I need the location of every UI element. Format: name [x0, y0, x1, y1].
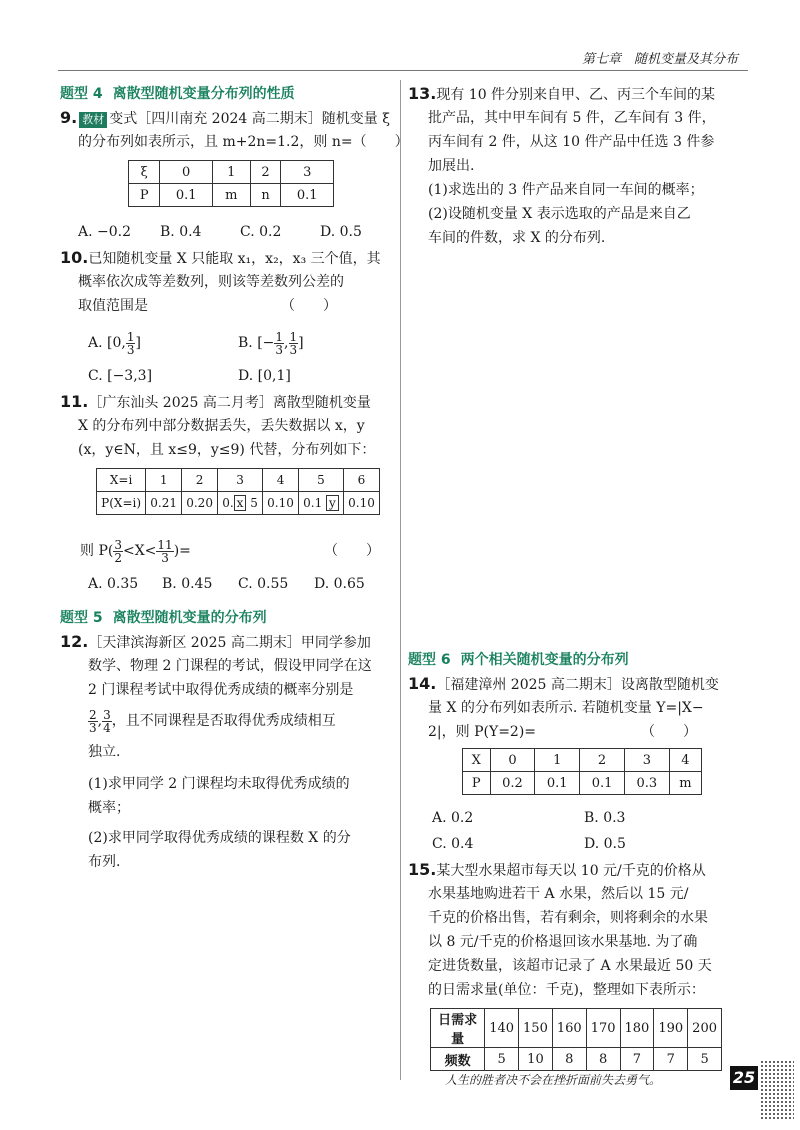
q13-line3: 丙车间有 2 件，从这 10 件产品中任选 3 件参	[428, 134, 715, 150]
section-4-heading: 题型 4 离散型随机变量分布列的性质	[60, 86, 295, 102]
q9-distribution-table: ξ 0 1 2 3 P 0.1 m n 0.1	[128, 160, 334, 207]
q9-option-c: C. 0.2	[240, 224, 282, 240]
section-5-heading: 题型 5 离散型随机变量的分布列	[60, 610, 267, 626]
q12-line2: 数学、物理 2 门课程的考试，假设甲同学在这	[88, 658, 372, 674]
header-rule	[58, 70, 748, 71]
chapter-header: 第七章 随机变量及其分布	[581, 52, 738, 67]
q13-line6: (2)设随机变量 X 表示选取的产品是来自乙	[428, 206, 691, 222]
q10-option-a: A. [0, $\frac{1}{3}$ ]	[88, 329, 141, 357]
q12-line6: (1)求甲同学 2 门课程均未取得优秀成绩的	[88, 776, 350, 792]
q12-line1: 12.［天津滨海新区 2025 高二期末］甲同学参加	[60, 632, 371, 651]
q13-line5: (1)求选出的 3 件产品来自同一车间的概率；	[428, 182, 704, 198]
page-number: 25	[730, 1066, 758, 1090]
q14-option-d: D. 0.5	[584, 836, 626, 852]
q10-option-b: B. [− $\frac{1}{3}$ , $\frac{1}{3}$ ]	[238, 329, 304, 357]
q11-ask: 则 P( $\frac{3}{2}$ <X< $\frac{11}{3}$ )= （ ）	[80, 537, 380, 565]
q10-line2: 概率依次成等差数列，则该等差数列公差的	[78, 274, 344, 290]
q11-line2: X 的分布列中部分数据丢失，丢失数据以 x，y	[78, 418, 365, 434]
q11-line1: 11.［广东汕头 2025 高二月考］离散型随机变量	[60, 392, 371, 411]
dot-pattern-decoration	[760, 1060, 794, 1120]
q15-demand-table: 日需求量 140 150 160 170 180 190 200 频数 5 10 8 8 7 7 5	[430, 1008, 722, 1071]
q11-option-c: C. 0.55	[238, 576, 289, 592]
q15-line4: 以 8 元/千克的价格退回该水果基地. 为了确	[428, 934, 698, 950]
q12-line5: 独立.	[88, 744, 121, 760]
missing-x-box: x	[234, 495, 247, 511]
q10-line3: 取值范围是 （ ）	[78, 298, 337, 314]
q11-line3: (x，y∈N，且 x≤9，y≤9) 代替，分布列如下：	[78, 442, 376, 458]
q11-option-d: D. 0.65	[314, 576, 365, 592]
q14-line1: 14.［福建漳州 2025 高二期末］设离散型随机变	[408, 674, 719, 693]
q12-line9: 布列.	[88, 854, 121, 870]
q12-line3: 2 门课程考试中取得优秀成绩的概率分别是	[88, 682, 354, 698]
q14-option-a: A. 0.2	[432, 810, 474, 826]
missing-y-box: y	[326, 495, 339, 511]
q14-line3: 2|，则 P(Y=2)= （ ）	[428, 724, 698, 740]
q12-line7: 概率；	[88, 800, 130, 816]
q10-option-d: D. [0,1]	[238, 368, 291, 384]
q13-line4: 加展出.	[428, 158, 475, 174]
textbook-badge: 教材	[79, 112, 107, 128]
q14-option-c: C. 0.4	[432, 836, 474, 852]
q10-line1: 10.已知随机变量 X 只能取 x₁，x₂，x₃ 三个值，其	[60, 248, 381, 267]
q9-option-d: D. 0.5	[320, 224, 362, 240]
q14-distribution-table: X 0 1 2 3 4 P 0.2 0.1 0.1 0.3 m	[462, 748, 702, 795]
q15-line2: 水果基地购进若干 A 水果，然后以 15 元/	[428, 886, 689, 902]
q12-line8: (2)求甲同学取得优秀成绩的课程数 X 的分	[88, 830, 351, 846]
q11-distribution-table: X=i 1 2 3 4 5 6 P(X=i) 0.21 0.20 0. x 5 0.10 0.1 y 0.10	[96, 468, 380, 515]
q13-line2: 批产品，其中甲车间有 5 件，乙车间有 3 件，	[428, 110, 716, 126]
q9-option-a: A. −0.2	[78, 224, 132, 240]
q9-option-b: B. 0.4	[160, 224, 202, 240]
column-divider	[400, 80, 401, 1080]
footer-motto: 人生的胜者决不会在挫折面前失去勇气。	[445, 1073, 662, 1087]
q11-option-b: B. 0.45	[162, 576, 213, 592]
q13-line1: 13.现有 10 件分别来自甲、乙、丙三个车间的某	[408, 84, 716, 103]
q12-line4: $\frac{2}{3}$ , $\frac{3}{4}$ ，且不同课程是否取得优秀成绩相互	[89, 707, 336, 735]
q15-line6: 的日需求量(单位：千克)，整理如下表所示：	[428, 982, 705, 998]
q15-line3: 千克的价格出售，若有剩余，则将剩余的水果	[428, 910, 708, 926]
q10-option-c: C. [−3,3]	[88, 368, 153, 384]
q15-line1: 15.某大型水果超市每天以 10 元/千克的价格从	[408, 860, 706, 879]
section-6-heading: 题型 6 两个相关随机变量的分布列	[408, 652, 629, 668]
q14-line2: 量 X 的分布列如表所示. 若随机变量 Y=|X−	[428, 700, 704, 716]
q13-line7: 车间的件数，求 X 的分布列.	[428, 230, 606, 246]
q9-line2: 的分布列如表所示，且 m+2n=1.2，则 n=（ ）	[78, 134, 409, 150]
q11-option-a: A. 0.35	[88, 576, 139, 592]
q14-option-b: B. 0.3	[584, 810, 626, 826]
q15-line5: 定进货数量，该超市记录了 A 水果最近 50 天	[428, 958, 712, 974]
q9-line1: 9. 教材 变式［四川南充 2024 高二期末］随机变量 ξ	[60, 108, 390, 127]
